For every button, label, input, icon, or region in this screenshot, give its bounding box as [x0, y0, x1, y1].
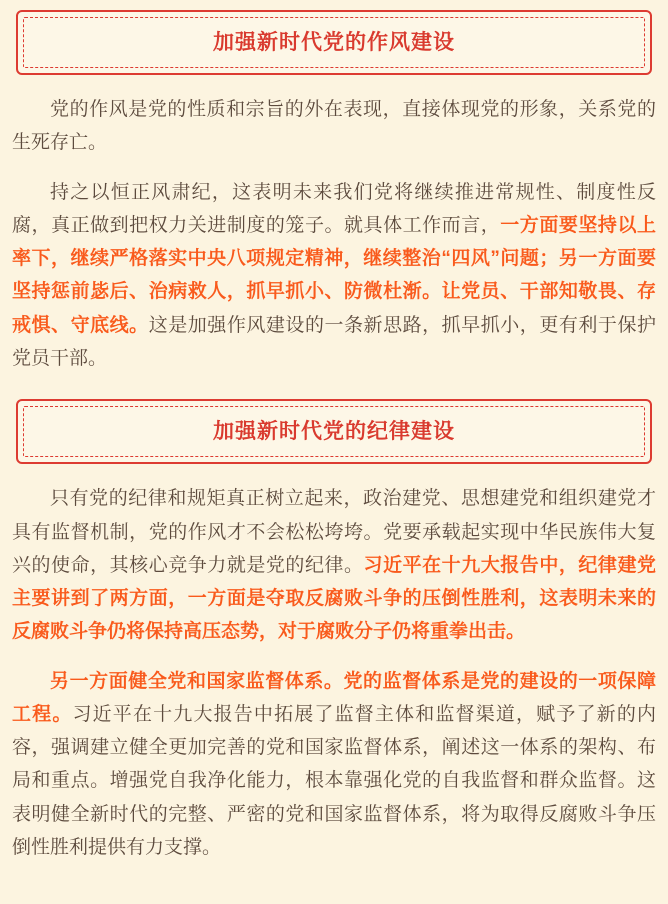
text-segment: 持之以恒正风肃纪，这表明未来我们党将继续推进常规性、制度性反腐，真正做到把权力关进制度的笼子。就具体工作而言， [12, 181, 656, 236]
section-title-workstyle: 加强新时代党的作风建设 [213, 31, 455, 54]
emphasis-segment: 另一方面健全党和国家监督体系。党的监督体系是党的建设的一项保障工程。 [12, 670, 656, 725]
paragraph-workstyle-1 [12, 93, 656, 160]
section-title-dashed-frame [23, 406, 645, 457]
paragraph-workstyle-2 [12, 176, 656, 376]
emphasis-segment: 习近平在十九大报告中，纪律建党主要讲到了两方面，一方面是夺取反腐败斗争的压倒性胜利，这表明未来的反腐败斗争仍将保持高压态势，对于腐败分子仍将重拳出击。 [12, 554, 656, 643]
section-title-dashed-frame [23, 17, 645, 68]
text-segment: 党的作风是党的性质和宗旨的外在表现，直接体现党的形象，关系党的生死存亡。 [12, 99, 656, 154]
paragraph-discipline-2 [12, 665, 656, 865]
section-title-box-discipline [16, 399, 652, 464]
text-segment: 习近平在十九大报告中拓展了监督主体和监督渠道，赋予了新的内容，强调建立健全更加完善的党和国家监督体系，阐述这一体系的架构、布局和重点。增强党自我净化能力，根本靠强化党的自我监督和群众监督。这表明健全新时代的完整、严密的党和国家监督体系，将为取得反腐败斗争压倒性胜利提供有力支撑。 [12, 703, 656, 858]
section-title-box-workstyle [16, 10, 652, 75]
text-segment: 这是加强作风建设的一条新思路，抓早抓小，更有利于保护党员干部。 [12, 314, 656, 369]
paragraph-discipline-1 [12, 482, 656, 648]
section-title-discipline: 加强新时代党的纪律建设 [213, 420, 455, 444]
text-segment: 只有党的纪律和规矩真正树立起来，政治建党、思想建党和组织建党才具有监督机制，党的作风才不会松松垮垮。党要承载起实现中华民族伟大复兴的使命，其核心竞争力就是党的纪律。 [12, 488, 656, 576]
emphasis-segment: 一方面要坚持以上率下，继续严格落实中央八项规定精神，继续整治“四风”问题；另一方面要坚持惩前毖后、治病救人，抓早抓小、防微杜渐。让党员、干部知敬畏、存戒惧、守底线。 [12, 214, 656, 336]
